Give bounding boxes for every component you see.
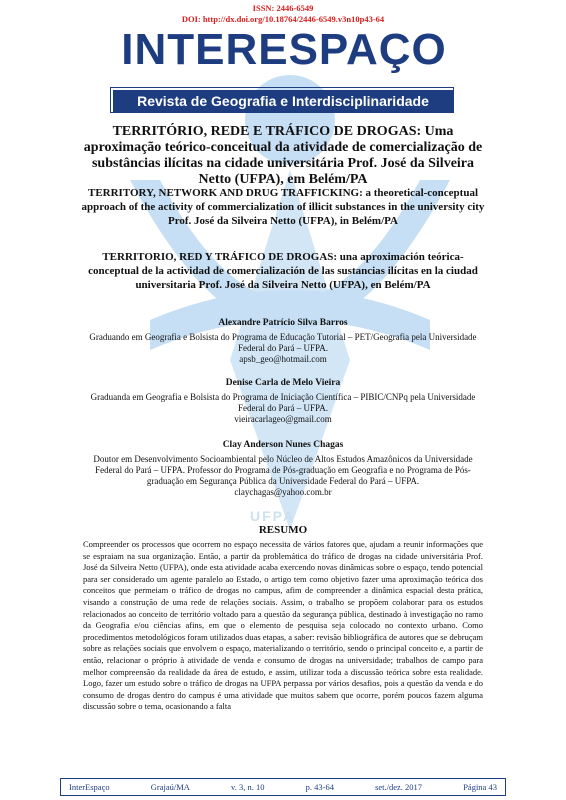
footer-place: Grajaú/MA xyxy=(150,782,190,792)
footer-journal: InterEspaço xyxy=(69,782,110,792)
author-name: Alexandre Patrício Silva Barros xyxy=(218,318,348,328)
footer-volume: v. 3, n. 10 xyxy=(231,782,265,792)
watermark-label: UFPA xyxy=(250,508,296,524)
abstract-heading: RESUMO xyxy=(258,524,308,536)
author-block xyxy=(80,318,486,365)
journal-subtitle: Revista de Geografia e Interdisciplinaridade xyxy=(113,90,453,112)
journal-identifiers xyxy=(0,3,566,25)
title-english: TERRITORY, NETWORK AND DRUG TRAFFICKING: a theoretical-conceptual approach of the activity of commercialization of illicit substances in the university city Prof. José da Silveira Netto (UFPA), in Belém/PA xyxy=(81,187,485,227)
author-name: Clay Anderson Nunes Chagas xyxy=(222,440,344,450)
author-name: Denise Carla de Melo Vieira xyxy=(225,378,341,388)
footer-date: set./dez. 2017 xyxy=(375,782,423,792)
abstract-text: Compreender os processos que ocorrem no espaço necessita de vários fatores que, ajudam a reunir informações que se espraiam na sua organização. Então, a partir da problemática do tráfico de drogas na cidade universitária Prof. José da Silveira Netto (UFPA), onde esta atividade acaba exercendo novas dinâmicas sobre o espaço, tendo potencial para ser considerado um agente paralelo ao Estado, o artigo tem como objetivo fazer uma aproximação teórica dos conceitos que permeiam o tráfico de drogas no campus, afim de compreender a dinâmica espacial desta prática, visando a construção de uma rede de relações sociais. Assim, o trabalho se propõem colaborar para os estudos relacionados ao conceito de território voltado para a questão da segurança pública, destinado à investigação no ramo da Geografia e/ou ciências afins, em que o elemento de pesquisa seja colocado no contexto urbano. Como procedimentos metodológicos foram utilizados duas etapas, a saber: revisão bibliográfica de autores que se debruçam sobre as relações sociais que envolvem o espaço, materializando o território, sendo o principal conceito e, a partir de então, relacionar o próprio à atividade de venda e consumo de drogas na universidade; trabalhos de campo para melhor compreensão da realidade da área de estudo, e assim, utilizar toda a discussão teórica sobre esta realidade. Logo, fazer um estudo sobre o tráfico de drogas na UFPA perpassa por vários desafios, pois a questão da venda e do consumo de drogas dentro do campus é uma atividade que muitos sabem que ocorre, porém poucos fazem alguma discussão sobre o tema, ocasionando a falta xyxy=(83,539,483,712)
title-portuguese: TERRITÓRIO, REDE E TRÁFICO DE DROGAS: Uma aproximação teórico-conceitual da atividade de comercialização de substâncias ilícitas na cidade universitária Prof. José da Silveira Netto (UFPA), em Belém/PA xyxy=(83,124,483,187)
footer-page-number: Página 43 xyxy=(463,782,497,792)
author-block xyxy=(80,378,486,425)
journal-logo-text: INTERESPAÇO xyxy=(121,25,447,74)
author-email[interactable]: claychagas@yahoo.com.br xyxy=(234,487,332,497)
author-email[interactable]: apsb_geo@hotmail.com xyxy=(239,354,327,364)
author-affiliation: Graduando em Geografia e Bolsista do Programa de Educação Tutorial – PET/Geografia pela Universidade Federal do Pará – UFPA. xyxy=(89,332,477,353)
footer-pages: p. 43-64 xyxy=(305,782,334,792)
author-email[interactable]: vieiracarlageo@gmail.com xyxy=(234,414,332,424)
page-footer xyxy=(60,778,506,796)
author-affiliation: Graduanda em Geografia e Bolsista do Programa de Iniciação Científica – PIBIC/CNPq pela Universidade Federal do Pará – UFPA. xyxy=(90,392,476,413)
issn-text: ISSN: 2446-6549 xyxy=(252,3,314,13)
title-spanish: TERRITORIO, RED Y TRÁFICO DE DROGAS: una aproximación teórica-conceptual de la actividad de comercialización de las sustancias ilícitas en la ciudad universitaria Prof. José da Silveira Netto (UFPA), en Belém/PA xyxy=(88,251,478,291)
journal-logo xyxy=(84,27,484,73)
author-affiliation: Doutor em Desenvolvimento Socioambiental pelo Núcleo de Altos Estudos Amazônicos da Universidade Federal do Pará – UFPA. Professor do Programa de Pós-graduação em Geografia e no Programa de Pós-graduação em Segurança Pública da Universidade Federal do Pará – UFPA. xyxy=(93,454,473,486)
author-block xyxy=(80,440,486,498)
doi-link[interactable]: DOI: http://dx.doi.org/10.18764/2446-6549.v3n10p43-64 xyxy=(181,14,385,24)
